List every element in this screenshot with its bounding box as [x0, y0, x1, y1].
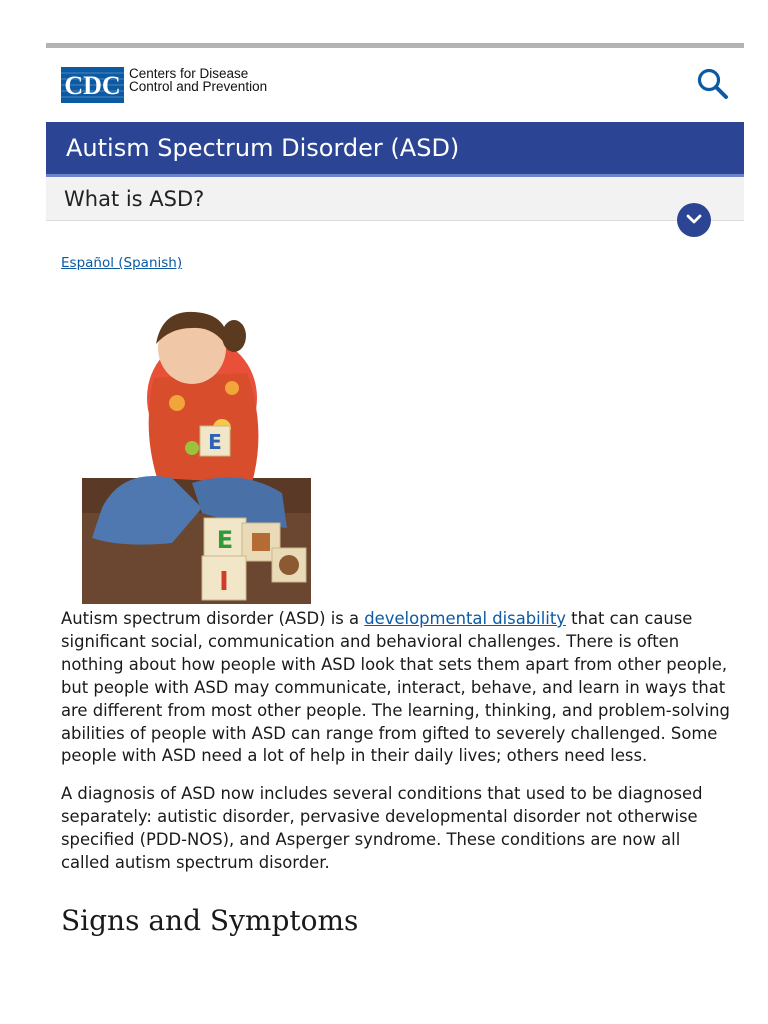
svg-text:E: E	[208, 430, 222, 454]
page-title-bar	[46, 122, 744, 177]
signs-and-symptoms-heading: Signs and Symptoms	[61, 904, 359, 937]
developmental-disability-link[interactable]: developmental disability	[364, 609, 566, 628]
intro-text-after: that can cause significant social, communication and behavioral challenges. There is often nothing about how people with ASD look that sets them apart from other people, but people with ASD may communicate, interact, behave, and learn in ways that are different from most other people. The learning, thinking, and problem-solving abilities of people with ASD can range from gifted to severely challenged. Some people with ASD need a lot of help in their daily lives; others need less.	[61, 609, 730, 766]
svg-text:E: E	[216, 526, 234, 554]
section-toggle-button[interactable]	[677, 203, 711, 237]
intro-paragraph	[61, 608, 733, 768]
search-icon	[696, 67, 732, 101]
svg-text:CDC: CDC	[64, 71, 121, 100]
diagnosis-paragraph: A diagnosis of ASD now includes several conditions that used to be diagnosed separately: autistic disorder, pervasive developmental disorder not otherwise specified (PDD-NOS), and Asperger syndrome. These conditions are now all called autism spectrum disorder.	[61, 784, 703, 872]
section-nav-what-is-asd[interactable]	[46, 177, 744, 221]
logo-line-2: Control and Prevention	[129, 79, 268, 94]
page-title: Autism Spectrum Disorder (ASD)	[66, 134, 460, 162]
cdc-logo-mark	[61, 67, 124, 103]
intro-text-before: Autism spectrum disorder (ASD) is a	[61, 609, 365, 628]
child-playing-blocks-image	[82, 308, 311, 604]
cdc-logo-text	[129, 67, 267, 93]
cdc-logo-icon	[61, 67, 124, 103]
top-rule	[46, 43, 744, 48]
spanish-language-link[interactable]: Español (Spanish)	[61, 255, 183, 271]
svg-text:I: I	[219, 567, 229, 597]
search-button[interactable]	[696, 67, 732, 101]
cdc-logo[interactable]	[61, 67, 281, 103]
chevron-down-icon	[686, 213, 702, 225]
logo-line-1: Centers for Disease	[129, 66, 249, 81]
section-nav-label: What is ASD?	[64, 187, 205, 211]
